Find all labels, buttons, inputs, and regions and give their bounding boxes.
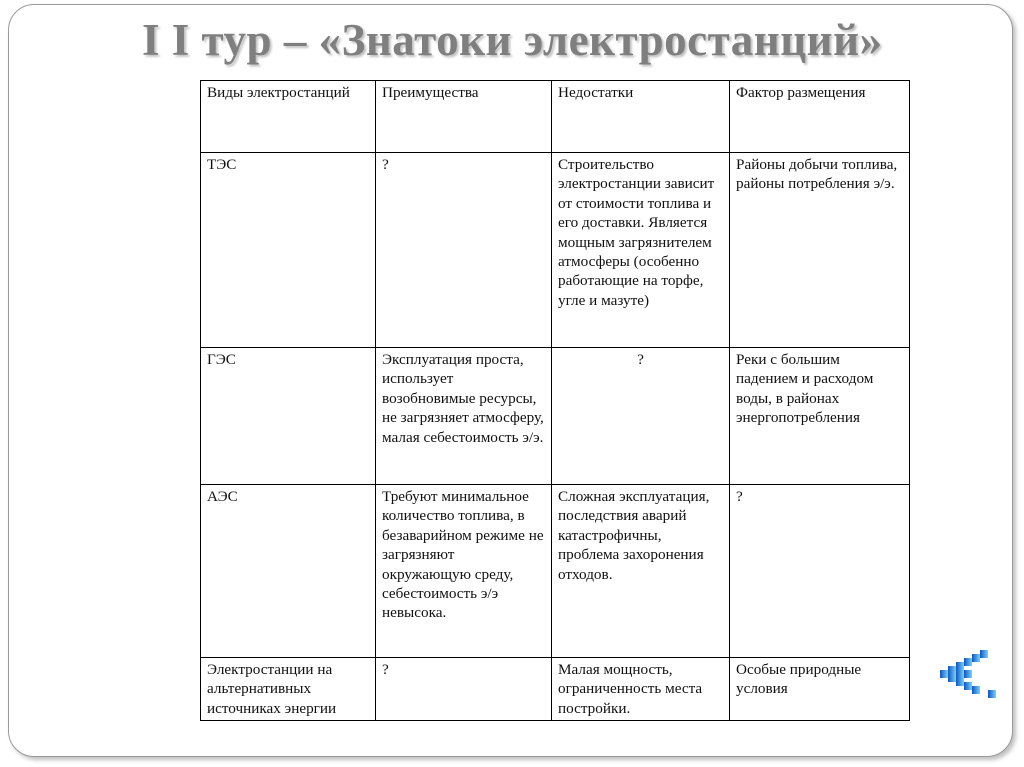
table-cell: Электростанции на альтернативных источниках энергии (201, 658, 376, 721)
table-cell: Реки с большим падением и расходом воды, в районах энергопотребления (730, 348, 910, 485)
table-cell: ? (376, 658, 552, 721)
table-cell: Особые природные условия (730, 658, 910, 721)
table-row-ges (201, 348, 910, 485)
table-cell: ТЭС (201, 153, 376, 348)
slide-title: I I тур – «Знатоки электростанций» (142, 15, 883, 65)
table-row-tes (201, 153, 910, 348)
table-cell: Сложная эксплуатация, последствия аварий катастрофичны, проблема захоронения отходов. (552, 485, 730, 658)
header-cell: Преимущества (376, 81, 552, 153)
table-row-alternative (201, 658, 910, 721)
table-cell: АЭС (201, 485, 376, 658)
table-header-row (201, 81, 910, 153)
table-cell: ГЭС (201, 348, 376, 485)
table-cell: Малая мощность, ограниченность места постройки. (552, 658, 730, 721)
header-cell: Фактор размещения (730, 81, 910, 153)
table-row-aes (201, 485, 910, 658)
table-cell: ? (552, 348, 730, 485)
back-arrow-icon[interactable] (938, 648, 998, 700)
table-cell: Строительство электростанции зависит от стоимости топлива и его доставки. Является мощным загрязнителем атмосферы (особенно работающие на торфе, угле и мазуте) (552, 153, 730, 348)
table-cell: ? (730, 485, 910, 658)
header-cell: Недостатки (552, 81, 730, 153)
header-cell: Виды электростанций (201, 81, 376, 153)
table-cell: Требуют минимальное количество топлива, в безаварийном режиме не загрязняют окружающую среду, себестоимость э/э невысока. (376, 485, 552, 658)
power-plants-table (200, 80, 910, 721)
table-cell: Районы добычи топлива, районы потребления э/э. (730, 153, 910, 348)
table-cell: ? (376, 153, 552, 348)
table-cell: Эксплуатация проста, использует возобновимые ресурсы, не загрязняет атмосферу, малая себестоимость э/э. (376, 348, 552, 485)
